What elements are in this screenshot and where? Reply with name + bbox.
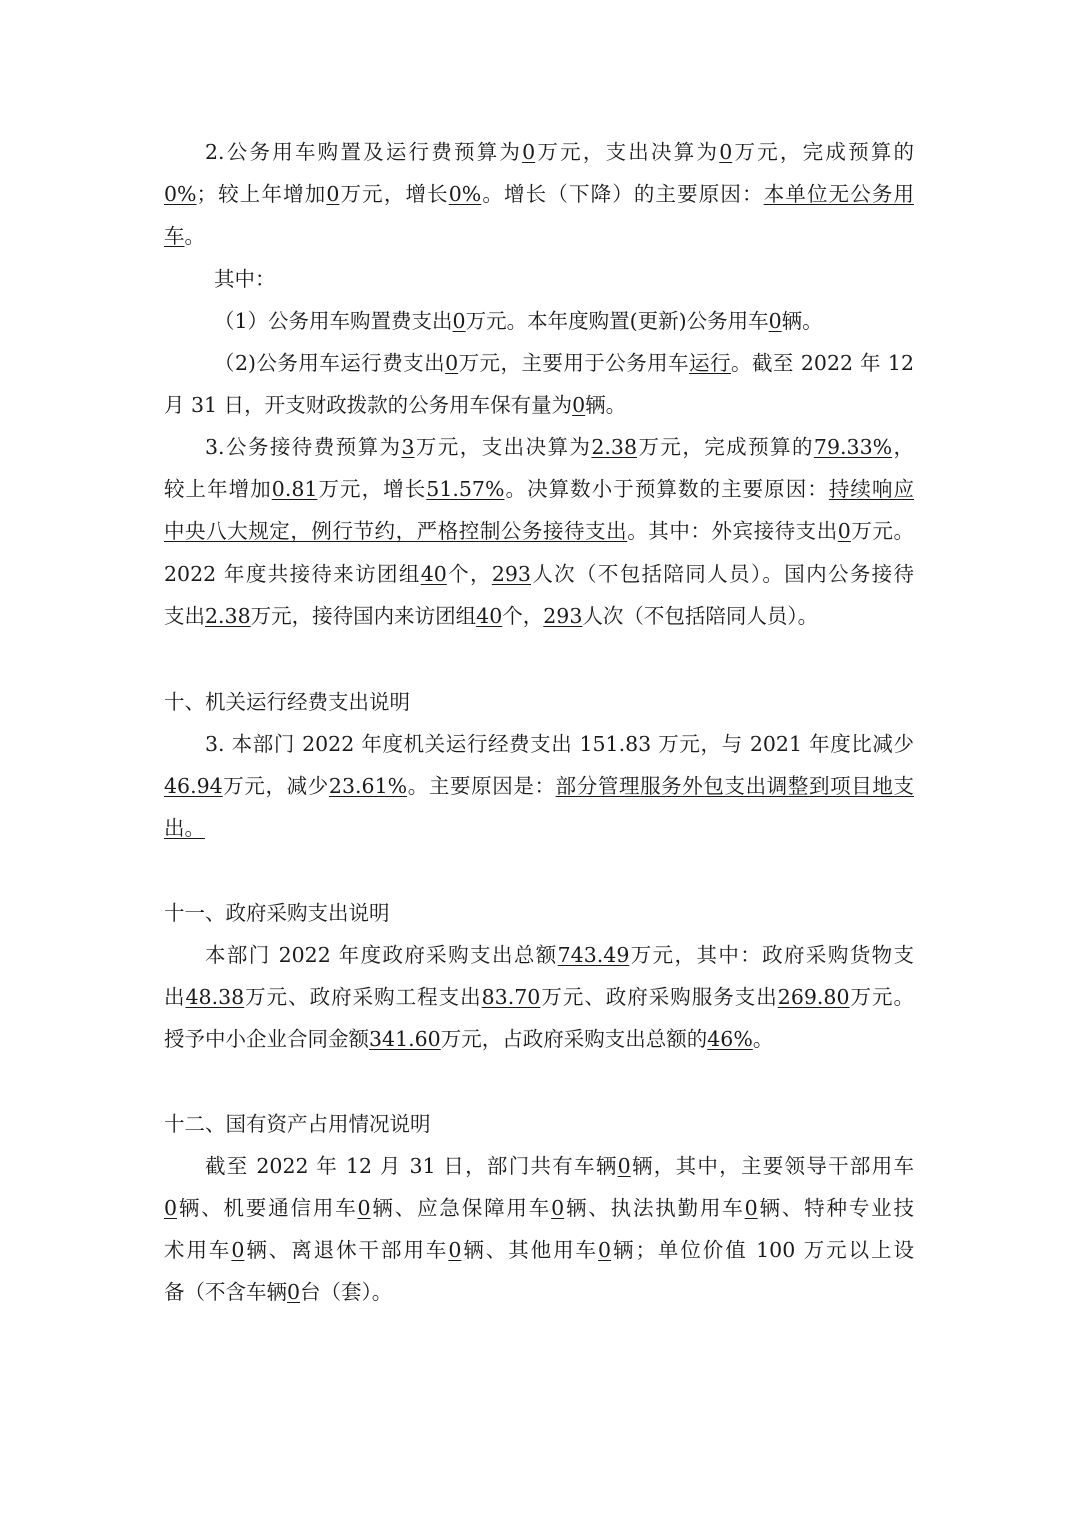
procurement-line-1: 本部门 2022 年度政府采购支出总额743.49万元，其中：政府采购货物支 [205,943,914,967]
domestic-persons: 293 [543,604,583,628]
vehicle-operation-line: （2)公务用车运行费支出0万元，主要用于公务用车运行。截至 2022 年 12 [214,351,914,375]
reception-budget: 3 [401,435,415,459]
law-enforcement-vehicles: 0 [744,1196,758,1220]
visiting-groups: 40 [420,562,447,586]
vehicle-growth-rate: 0% [448,182,482,206]
vehicle-holding-line: 月 31 日，开支财政拨款的公务用车保有量为0辆。 [164,393,627,417]
vehicle-actual-value: 0 [719,140,733,164]
procurement-works: 83.70 [481,985,541,1009]
assets-line-1: 截至 2022 年 12 月 31 日，部门共有车辆0辆，其中，主要领导干部用车 [205,1154,914,1178]
vehicle-line-2: 0%；较上年增加0万元，增长0%。增长（下降）的主要原因：本单位无公务用 [164,182,914,206]
procurement-services: 269.80 [777,985,850,1009]
vehicle-operation-cost: 0 [445,351,459,375]
vehicle-line-1: 2.公务用车购置及运行费预算为0万元，支出决算为0万元，完成预算的 [205,140,914,164]
equipment-count: 0 [287,1280,301,1304]
reception-increase: 0.81 [271,477,318,501]
reception-growth-rate: 51.57% [426,477,505,501]
operating-decrease-amount: 46.94 [164,774,223,798]
operating-expense-line-2: 46.94万元，减少23.61%。主要原因是：部分管理服务外包支出调整到项目地支 [164,774,914,798]
assets-line-4: 备（不含车辆0台（套）。 [164,1280,393,1304]
sme-contract-amount: 341.60 [369,1027,441,1051]
reception-actual: 2.38 [591,435,638,459]
procurement-line-3: 授予中小企业合同金额341.60万元，占政府采购支出总额的46%。 [164,1027,774,1051]
vehicle-reason: 本单位无公务用 [763,182,914,206]
operating-decrease-rate: 23.61% [328,774,408,798]
confidential-comm-vehicles: 0 [357,1196,371,1220]
vehicle-purchase-line: （1）公务用车购置费支出0万元。本年度购置(更新)公务用车0辆。 [214,309,823,333]
special-tech-vehicles: 0 [231,1238,245,1262]
section-11-heading: 十一、政府采购支出说明 [164,901,390,925]
procurement-goods: 48.38 [185,985,245,1009]
operating-expense-line-1: 3. 本部门 2022 年度机关运行经费支出 151.83 万元，与 2021 年度比减少 [205,732,914,756]
retired-cadre-vehicles: 0 [448,1238,462,1262]
reception-line-2: 较上年增加0.81万元，增长51.57%。决算数小于预算数的主要原因：持续响应 [164,477,914,501]
section-10-heading: 十、机关运行经费支出说明 [164,690,410,714]
procurement-total: 743.49 [557,943,630,967]
reception-reason: 中央八大规定，例行节约，严格控制公务接待支出 [164,519,628,543]
reception-line-4: 2022 年度共接待来访团组40个，293人次（不包括陪同人员）。国内公务接待 [164,562,914,586]
operating-reason: 部分管理服务外包支出调整到项目地支 [555,774,914,798]
other-vehicles: 0 [598,1238,612,1262]
reception-completion-rate: 79.33% [813,435,893,459]
assets-line-3: 术用车0辆、离退休干部用车0辆、其他用车0辆；单位价值 100 万元以上设 [164,1238,914,1262]
section-12-heading: 十二、国有资产占用情况说明 [164,1112,431,1136]
reception-line-1: 3.公务接待费预算为3万元，支出决算为2.38万元，完成预算的79.33%， [205,435,914,459]
vehicle-increase-amount: 0 [326,182,340,206]
sme-share: 46% [707,1027,753,1051]
reception-line-3: 中央八大规定，例行节约，严格控制公务接待支出。其中：外宾接待支出0万元。 [164,519,914,543]
vehicle-purchase-cost: 0 [452,309,466,333]
foreign-reception-cost: 0 [837,519,851,543]
emergency-vehicles: 0 [551,1196,565,1220]
vehicle-among-label: 其中： [214,267,276,291]
domestic-reception-cost: 2.38 [205,604,251,628]
vehicle-budget-value: 0 [522,140,536,164]
domestic-groups: 40 [476,604,503,628]
vehicle-line-3: 车。 [164,224,205,248]
assets-line-2: 0辆、机要通信用车0辆、应急保障用车0辆、执法执勤用车0辆、特种专业技 [164,1196,914,1220]
vehicle-purchase-count: 0 [768,309,782,333]
leader-vehicles: 0 [164,1196,178,1220]
procurement-line-2: 出48.38万元、政府采购工程支出83.70万元、政府采购服务支出269.80万元。 [164,985,914,1009]
operating-expense-line-3: 出。 [164,816,205,840]
total-vehicles: 0 [617,1154,631,1178]
vehicle-holding-count: 0 [572,393,586,417]
reception-line-5: 支出2.38万元，接待国内来访团组40个，293人次（不包括陪同人员）。 [164,604,819,628]
vehicle-completion-rate: 0% [164,182,197,206]
visiting-persons: 293 [491,562,531,586]
